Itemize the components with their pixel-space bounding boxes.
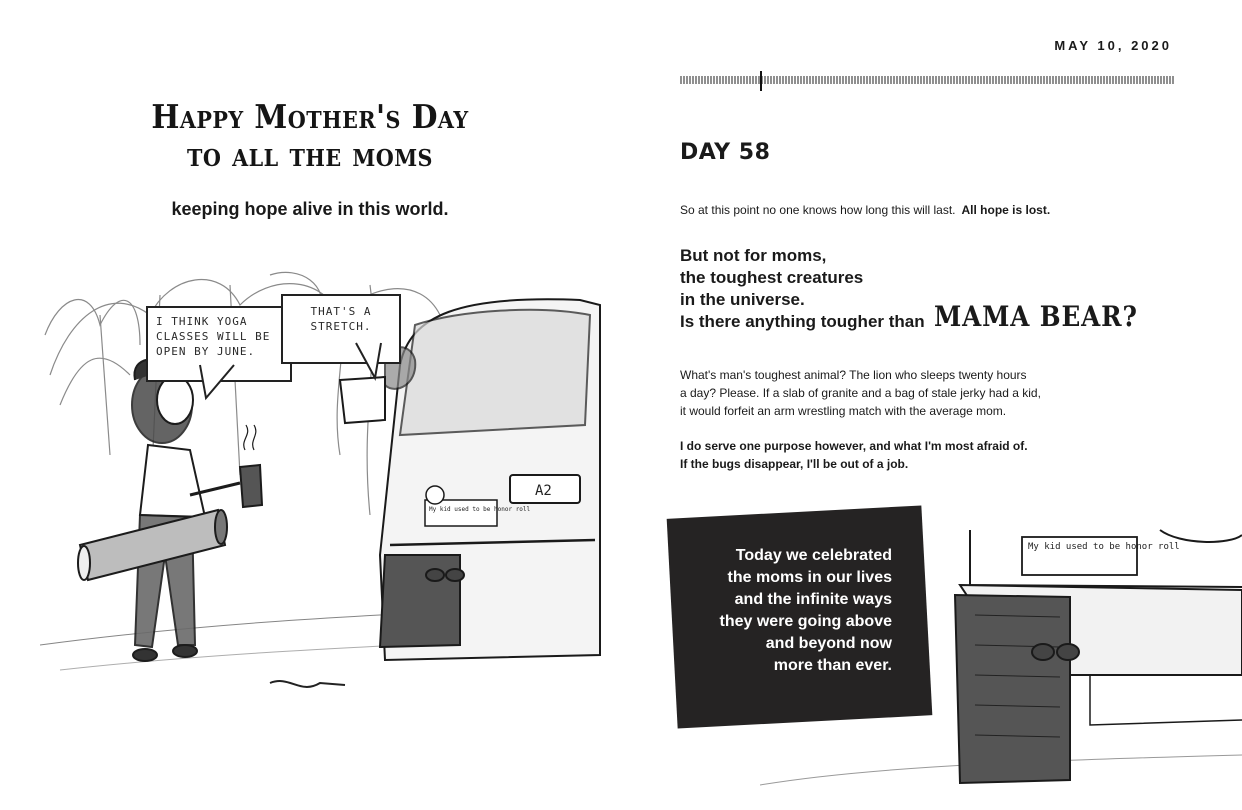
- mom-figure: [132, 359, 240, 661]
- subtitle: keeping hope alive in this world.: [171, 199, 449, 219]
- body-paragraph-2: [680, 437, 1060, 473]
- car-rear: [955, 530, 1242, 783]
- callout-line-6: more than ever.: [773, 657, 892, 674]
- page-title: [130, 98, 490, 174]
- mama-bear-title: MAMA BEAR?: [934, 300, 1138, 333]
- day-label: DAY 58: [680, 140, 771, 165]
- speech-bubble-mom: I THINK YOGA CLASSES WILL BE OPEN BY JUNE.: [146, 306, 292, 382]
- para2-line-1: I do serve one purpose however, and what I'm most afraid of.: [680, 439, 1028, 453]
- artist-signature: [270, 681, 345, 687]
- para2-line-2: If the bugs disappear, I'll be out of a job.: [680, 457, 909, 471]
- title-line-1: Happy Mother's Day: [151, 97, 469, 136]
- para1-line-2: a day? Please. If a slab of granite and a bag of stale jerky had a kid,: [680, 386, 1041, 400]
- moms-line-3: in the universe.: [680, 290, 805, 309]
- callout-line-4: they were going above: [719, 613, 892, 630]
- lead-text: So at this point no one knows how long this will last.: [680, 203, 956, 217]
- callout-line-2: the moms in our lives: [727, 569, 892, 586]
- callout-line-3: and the infinite ways: [734, 591, 892, 608]
- callout-line-1: Today we celebrated: [735, 547, 892, 564]
- speech-bubble-driver: THAT'S A STRETCH.: [281, 294, 401, 364]
- date-header: MAY 10, 2020: [1054, 38, 1172, 53]
- para1-line-1: What's man's toughest animal? The lion who sleeps twenty hours: [680, 368, 1027, 382]
- body-paragraph-1: [680, 366, 1060, 420]
- para1-line-3: it would forfeit an arm wrestling match with the average mom.: [680, 404, 1007, 418]
- license-plate-text: A2: [535, 483, 552, 499]
- callout-text: [680, 545, 892, 677]
- title-line-2: to all the moms: [187, 135, 433, 174]
- moms-line-1: But not for moms,: [680, 246, 827, 265]
- sticker-text-group: [1028, 542, 1180, 552]
- bumper-sticker-text: My kid used to be honor roll: [429, 506, 531, 513]
- moms-line-4: Is there anything tougher than: [680, 312, 925, 331]
- timeline-ruler: [680, 70, 1174, 92]
- bumper-sticker-closeup-text: My kid used to be honor roll: [1028, 542, 1180, 552]
- callout-line-5: and beyond now: [765, 635, 892, 652]
- coffee-cup: [240, 425, 262, 507]
- lead-bold: All hope is lost.: [961, 203, 1051, 217]
- lead-paragraph: [680, 203, 1200, 217]
- bubble-tail-driver: [355, 342, 385, 382]
- moms-line-2: the toughest creatures: [680, 268, 864, 287]
- bubble-tail-mom: [198, 364, 238, 402]
